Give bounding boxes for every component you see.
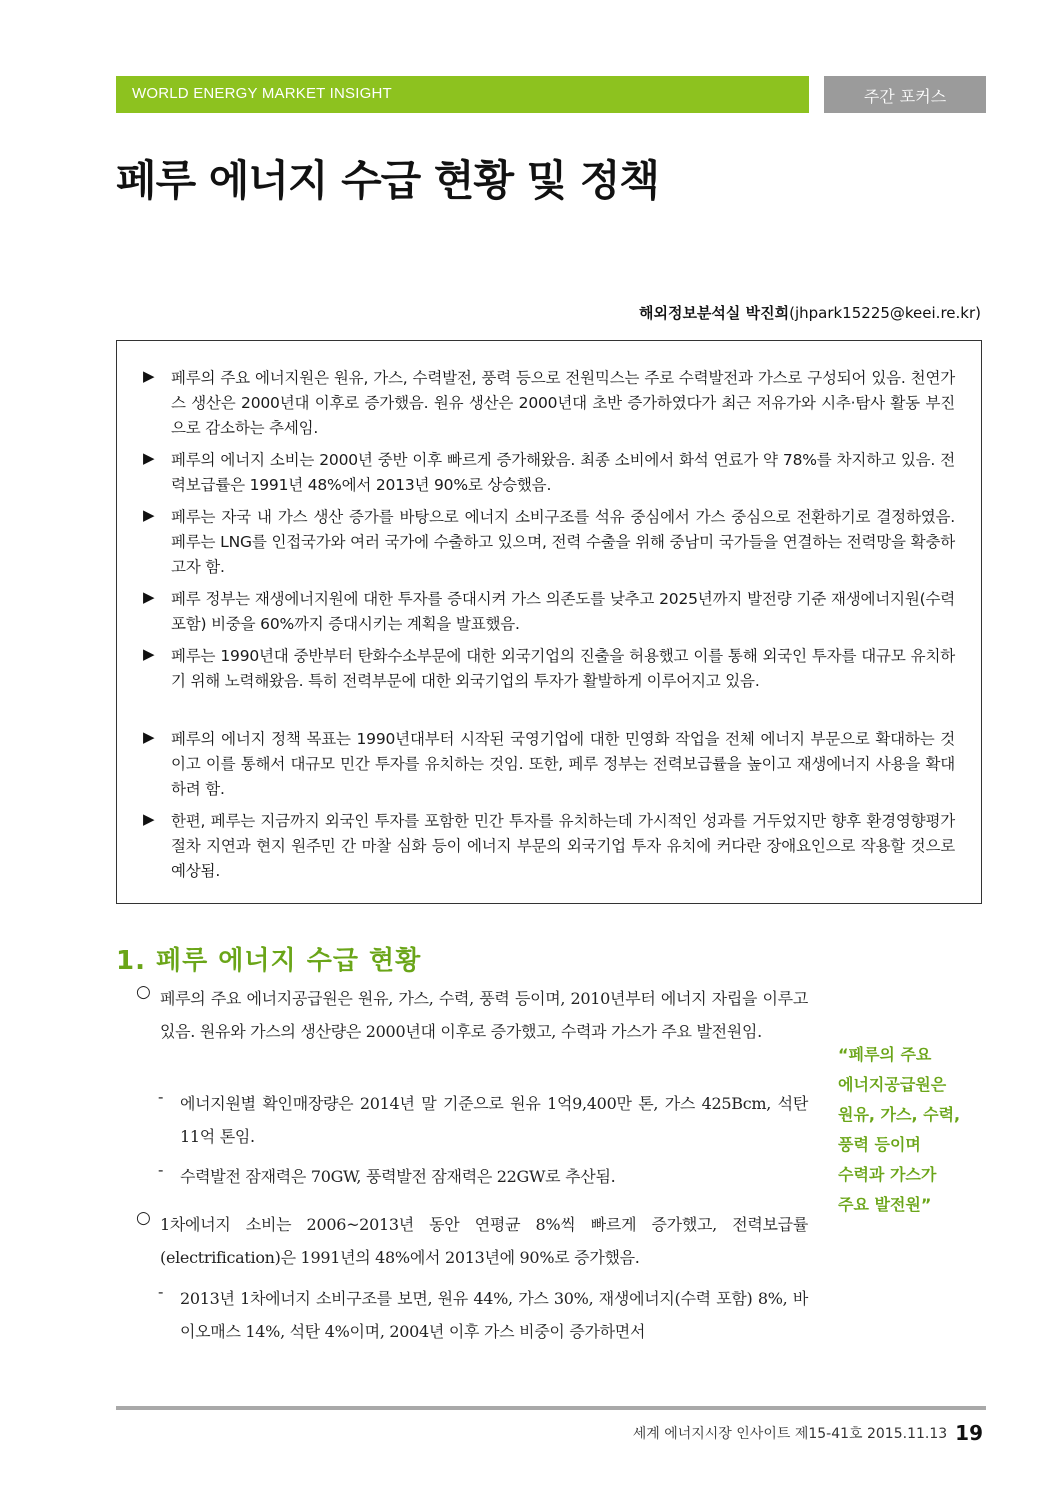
- summary-item: [143, 448, 955, 498]
- footer-divider: [116, 1406, 986, 1410]
- triangle-bullet-icon: ▶: [143, 449, 155, 467]
- summary-item: [143, 505, 955, 580]
- header-series-text: WORLD ENERGY MARKET INSIGHT: [132, 85, 392, 102]
- summary-text: 페루의 에너지 소비는 2000년 중반 이후 빠르게 증가해왔음. 최종 소비에서 화석 연료가 약 78%를 차지하고 있음. 전력보급률은 1991년 48%에서 2013년 90%로 상승했음.: [171, 451, 955, 494]
- summary-text: 페루의 에너지 정책 목표는 1990년대부터 시작된 국영기업에 대한 민영화 작업을 전체 에너지 부문으로 확대하는 것이고 이를 통해서 대규모 민간 투자를 유치하는 것임. 또한, 페루 정부는 전력보급률을 높이고 재생에너지 사용을 확대하려 함.: [171, 730, 955, 798]
- summary-box: [116, 340, 982, 904]
- header-series-bar: [116, 76, 809, 113]
- summary-item: [143, 809, 955, 884]
- summary-item: [143, 727, 955, 802]
- header-section-text: 주간 포커스: [863, 87, 947, 106]
- summary-item: [143, 587, 955, 637]
- triangle-bullet-icon: ▶: [143, 645, 155, 663]
- triangle-bullet-icon: ▶: [143, 367, 155, 385]
- circle-bullet-icon: ○: [136, 1208, 151, 1228]
- summary-text: 페루 정부는 재생에너지원에 대한 투자를 증대시켜 가스 의존도를 낮추고 2025년까지 발전량 기준 재생에너지원(수력 포함) 비중을 60%까지 증대시키는 계획을 발표했음.: [171, 590, 955, 633]
- dash-marker: -: [158, 1160, 164, 1179]
- header-section-tab: [824, 76, 986, 113]
- paragraph-text: 2013년 1차에너지 소비구조를 보면, 원유 44%, 가스 30%, 재생에너지(수력 포함) 8%, 바이오매스 14%, 석탄 4%이며, 2004년 이후 가스 비중이 증가하면서: [180, 1289, 808, 1341]
- dash-paragraph: [158, 1282, 808, 1348]
- triangle-bullet-icon: ▶: [143, 588, 155, 606]
- dash-paragraph: [158, 1160, 808, 1193]
- author-line: [639, 302, 981, 323]
- footer-publication: 세계 에너지시장 인사이트 제15-41호 2015.11.13: [632, 1426, 948, 1442]
- paragraph-text: 에너지원별 확인매장량은 2014년 말 기준으로 원유 1억9,400만 톤, 가스 425Bcm, 석탄 11억 톤임.: [180, 1094, 808, 1146]
- paragraph-text: 페루의 주요 에너지공급원은 원유, 가스, 수력, 풍력 등이며, 2010년부터 에너지 자립을 이루고 있음. 원유와 가스의 생산량은 2000년대 이후로 증가했고, 수력과 가스가 주요 발전원임.: [160, 989, 808, 1041]
- paragraph-text: 수력발전 잠재력은 70GW, 풍력발전 잠재력은 22GW로 추산됨.: [180, 1167, 616, 1186]
- page-number: 19: [955, 1421, 983, 1445]
- circle-bullet-icon: ○: [136, 982, 151, 1002]
- author-email: (jhpark15225@keei.re.kr): [789, 304, 981, 322]
- summary-item: [143, 644, 955, 694]
- summary-text: 페루는 자국 내 가스 생산 증가를 바탕으로 에너지 소비구조를 석유 중심에서 가스 중심으로 전환하기로 결정하였음. 페루는 LNG를 인접국가와 여러 국가에 수출하고 있으며, 전력 수출을 위해 중남미 국가들을 연결하는 전력망을 확충하고자 함.: [171, 508, 955, 576]
- dash-marker: -: [158, 1282, 164, 1301]
- pull-quote: “페루의 주요 에너지공급원은 원유, 가스, 수력, 풍력 등이며 수력과 가스가 주요 발전원”: [838, 1045, 961, 1214]
- page-title: 페루 에너지 수급 현황 및 정책: [116, 156, 659, 205]
- summary-text: 페루는 1990년대 중반부터 탄화수소부문에 대한 외국기업의 진출을 허용했고 이를 통해 외국인 투자를 대규모 유치하기 위해 노력해왔음. 특히 전력부문에 대한 외국기업의 투자가 활발하게 이루어지고 있음.: [171, 647, 955, 690]
- triangle-bullet-icon: ▶: [143, 506, 155, 524]
- summary-item: [143, 366, 955, 441]
- author-name: 해외정보분석실 박진희: [638, 304, 790, 322]
- footer: [633, 1421, 983, 1445]
- bullet-paragraph: [136, 982, 808, 1048]
- triangle-bullet-icon: ▶: [143, 728, 155, 746]
- section-heading: 1. 페루 에너지 수급 현황: [116, 946, 422, 976]
- paragraph-text: 1차에너지 소비는 2006~2013년 동안 연평균 8%씩 빠르게 증가했고, 전력보급률(electrification)은 1991년의 48%에서 2013년에 90%로 증가했음.: [160, 1215, 808, 1267]
- summary-text: 한편, 페루는 지금까지 외국인 투자를 포함한 민간 투자를 유치하는데 가시적인 성과를 거두었지만 향후 환경영향평가 절차 지연과 현지 원주민 간 마찰 심화 등이 에너지 부문의 외국기업 투자 유치에 커다란 장애요인으로 작용할 것으로 예상됨.: [171, 812, 955, 880]
- bullet-paragraph: [136, 1208, 808, 1274]
- triangle-bullet-icon: ▶: [143, 810, 155, 828]
- dash-paragraph: [158, 1087, 808, 1153]
- dash-marker: -: [158, 1087, 164, 1106]
- summary-text: 페루의 주요 에너지원은 원유, 가스, 수력발전, 풍력 등으로 전원믹스는 주로 수력발전과 가스로 구성되어 있음. 천연가스 생산은 2000년대 이후로 증가했음. 원유 생산은 2000년대 초반 증가하였다가 최근 저유가와 시추·탐사 활동 부진으로 감소하는 추세임.: [171, 369, 955, 437]
